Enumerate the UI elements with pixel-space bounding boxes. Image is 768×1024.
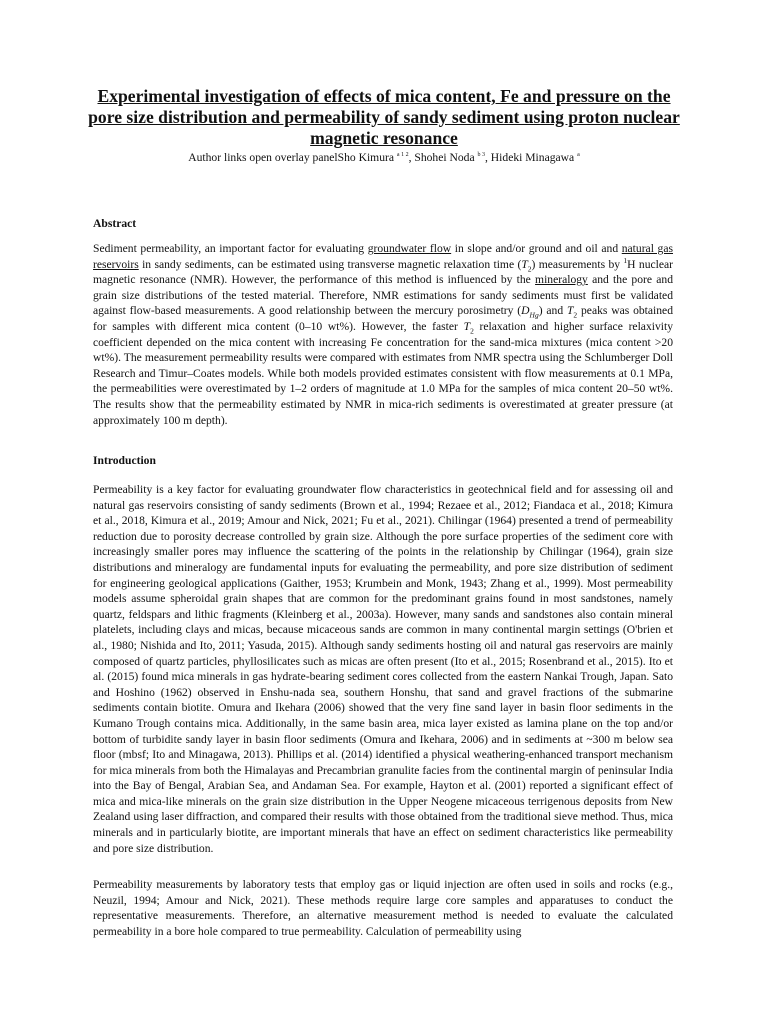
author-name[interactable]: Hideki Minagawa bbox=[490, 151, 575, 164]
author-affiliation[interactable]: b 3 bbox=[477, 152, 485, 159]
author-affiliation[interactable]: a 1 2 bbox=[396, 152, 409, 159]
link-natural-gas-reservoirs[interactable]: natural gas reservoirs bbox=[93, 242, 673, 271]
link-groundwater-flow[interactable]: groundwater flow bbox=[367, 242, 452, 255]
author-links-label[interactable]: Author links open overlay panel bbox=[188, 151, 338, 164]
author-separator: , bbox=[485, 151, 491, 164]
abstract-text: Sediment permeability, an important factor for evaluating groundwater flow in slope and/or ground and oil and natural gas reservoirs in sandy sediments, can be estimated using transverse magnetic relaxation time $(T_2)$ measurements by $^1$H nuclear magnetic resonance (NMR). However, the performance of this method is influenced by the mineralogy and the pore and grain size distributions of the tested material. Therefore, NMR estimations for sandy sediments must first be validated against flow-based measurements. A good relationship between the mercury porosimetry $(D_{Hg})$ and $T_2$ peaks was obtained for samples with different mica content (0–10 wt%). However, the faster $T_2$ relaxation and higher surface relaxivity coefficient depended on the mica content with increasing Fe concentration for the sand-mica mixtures (mica content >20 wt%). The measurement permeability results were compared with estimates from NMR spectra using the Schlumberger Doll Research and Timur–Coates models. While both models provided estimates consistent with flow measurements at 0.1 MPa, the permeabilities were overestimated by 1–2 orders of magnitude at 1.0 MPa for the samples of mica content 20–50 wt%. The results show that the permeability estimated by NMR in mica-rich sediments is overestimated at greater pressure (at approximately 100 m depth). bbox=[93, 242, 674, 427]
introduction-paragraph-2: Permeability measurements by laboratory tests that employ gas or liquid injection are often used in soils and rocks (e.g., Neuzil, 1994; Amour and Nick, 2021). These methods require large core samples and apparatuses to conduct the representative measurements. Therefore, an alternative measurement method is needed to evaluate the calculated permeability in a bore hole compared to true permeability. Calculation of permeability using bbox=[93, 878, 673, 938]
introduction-heading: Introduction bbox=[93, 454, 156, 467]
link-mineralogy[interactable]: mineralogy bbox=[535, 273, 588, 287]
author-name[interactable]: Sho Kimura bbox=[337, 151, 394, 164]
author-line bbox=[80, 151, 688, 165]
author-affiliation[interactable]: a bbox=[577, 152, 580, 159]
introduction-paragraph-1: Permeability is a key factor for evaluating groundwater flow characteristics in geotechnical field and for assessing oil and natural gas reservoirs consisting of sandy sediments (Brown et al., 1994; Rezaee et al., 2012; Fiandaca et al., 2018; Kimura et al., 2018, Kimura et al., 2019; Amour and Nick, 2021; Fu et al., 2021). Chilingar (1964) presented a trend of permeability reduction due to porosity decrease controlled by grain size. Although the pore surface properties of the sediment core with increasingly smaller pores may influence the scattering of the points in the relationship by Chilingar (1964), grain size distributions and mineralogy are fundamental inputs for evaluating the permeability, and pore size distribution of sediment for engineering geological applications (Gaither, 1953; Krumbein and Monk, 1943; Zhang et al., 1999). Most permeability models assume spheroidal grain shapes that are common for the predominant grains found in most sandstones, namely quartz, feldspars and lithic fragments (Kleinberg et al., 2003a). However, many sands and sandstones also contain mineral platelets, including clays and micas, because micaceous sands are common in many continental margin settings (O'brien et al., 1980; Nishida and Ito, 2011; Yasuda, 2015). Although sandy sediments hosting oil and natural gas reservoirs are mainly composed of quartz particles, phyllosilicates such as micas are often present (Ito et al., 2015; Rosenbrand et al., 2015). Ito et al. (2015) found mica minerals in gas hydrate-bearing sediment cores collected from the eastern Nankai Trough, Japan. Sato and Hoshino (1962) observed in Enshu-nada sea, southern Honshu, that sand and gravel fractions of the submarine sediments contain biotite. Omura and Ikehara (2006) showed that the very fine sand layer in basin floor sediments in the Kumano Trough contains mica. Additionally, in the same basin area, mica layer existed as lamina plane on the top and/or bottom of turbidite sandy layer in basin floor sediments (Omura and Ikehara, 2006) and in sediments at ~300 m below sea floor (mbsf; Ito and Minagawa, 2013). Phillips et al. (2014) identified a physical weathering-enhanced transport mechanism for mica minerals from both the Himalayas and Precambrian granulite facies from the continental margin of peninsular India into the Bay of Bengal, Arabian Sea, and Andaman Sea. For example, Hayton et al. (2001) reported a significant effect of mica and mica-like minerals on the grain size distribution in the Upper Neogene micaceous terrigenous deposits from New Zealand using laser diffraction, and compared their results with those obtained from the traditional sieve method. Thus, mica minerals and in particularly biotite, are important minerals that have an effect on sediment characteristics like permeability and pore size distribution. bbox=[93, 483, 673, 855]
author-separator: , bbox=[408, 151, 415, 164]
author-name[interactable]: Shohei Noda bbox=[414, 151, 475, 164]
abstract-heading: Abstract bbox=[93, 217, 137, 230]
paper-title: Experimental investigation of effects of mica content, Fe and pressure on the pore size distribution and permeability of sandy sediment using proton nuclear magnetic resonance bbox=[88, 86, 680, 148]
